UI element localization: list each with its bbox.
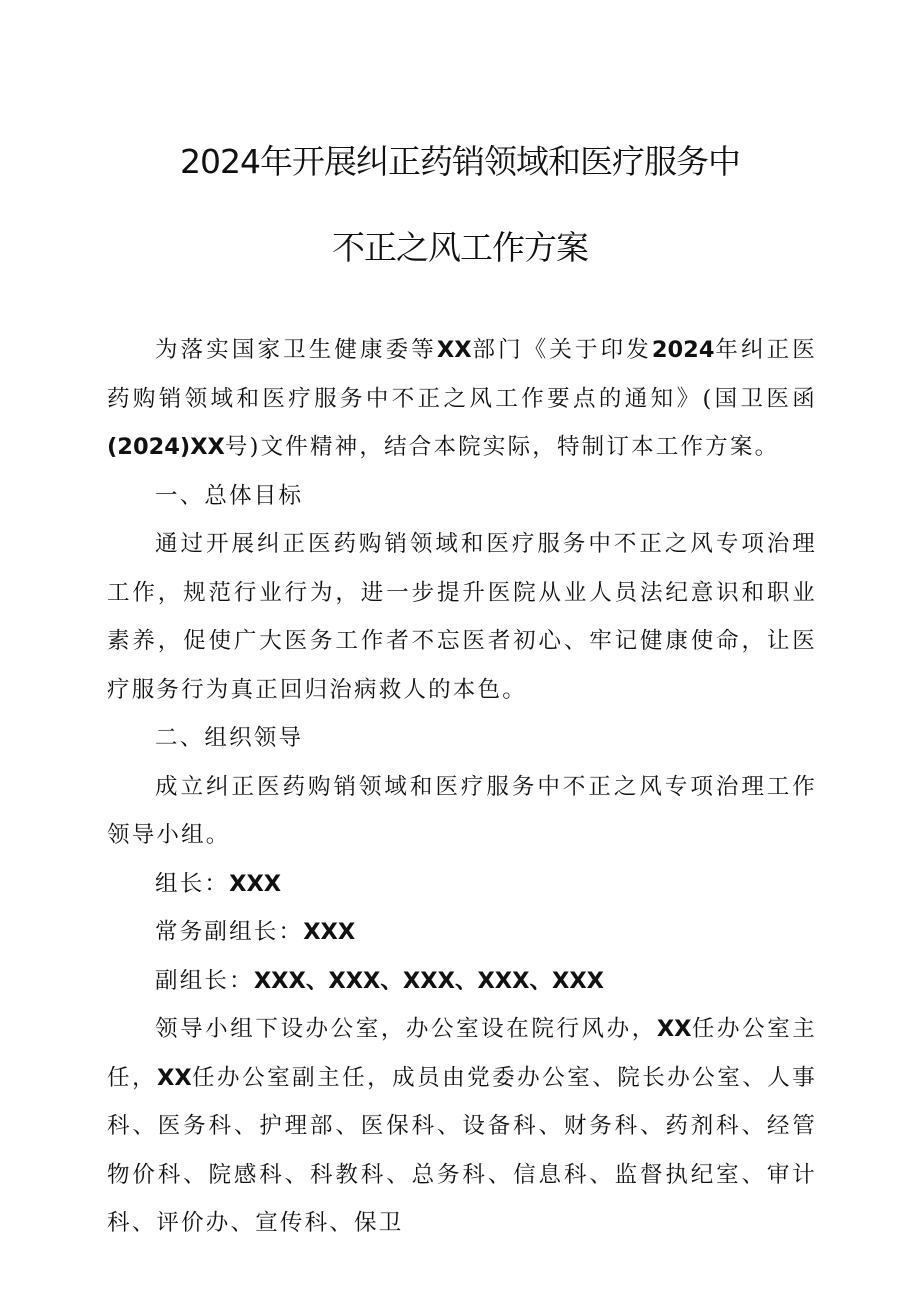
organization-paragraph: 成立纠正医药购销领域和医疗服务中不正之风专项治理工作领导小组。 (107, 773, 817, 848)
office-paragraph: 领导小组下设办公室，办公室设在院行风办，XX任办公室主任，XX任办公室副主任，成员由党委办公室、院长办公室、人事科、医务科、护理部、医保科、设备科、财务科、药剂科、经管物价科、院感科、科教科、总务科、信息科、监督执纪室、审计科、评价办、宣传科、保卫 (107, 1016, 817, 1236)
section-heading-organization: 二、组织领导 (155, 725, 304, 751)
leader-value: XXX (229, 870, 282, 897)
document-title-line-2: 不正之风工作方案 (332, 228, 588, 267)
document-title-line-1: 2024年开展纠正药销领域和医疗服务中 (180, 142, 740, 181)
document-body (107, 326, 817, 1248)
exec-deputy-value: XXX (303, 919, 356, 945)
leader-label: 组长： (155, 870, 230, 897)
deputy-value: XXX、XXX、XXX、XXX、XXX (253, 967, 605, 994)
section-heading-goals: 一、总体目标 (155, 482, 304, 509)
leader-line (107, 860, 817, 909)
exec-deputy-line (107, 908, 817, 957)
deputy-label: 副组长： (155, 967, 254, 994)
intro-paragraph: 为落实国家卫生健康委等XX部门《关于印发2024年纠正医药购销领域和医疗服务中不正之风工作要点的通知》(国卫医函(2024)XX号)文件精神，结合本院实际，特制订本工作方案。 (107, 337, 817, 460)
exec-deputy-label: 常务副组长： (155, 919, 304, 945)
deputy-line (107, 957, 817, 1006)
goals-paragraph: 通过开展纠正医药购销领域和医疗服务中不正之风专项治理工作，规范行业行为，进一步提升医院从业人员法纪意识和职业素养，促使广大医务工作者不忘医者初心、牢记健康使命，让医疗服务行为真正回归治病救人的本色。 (107, 531, 817, 703)
